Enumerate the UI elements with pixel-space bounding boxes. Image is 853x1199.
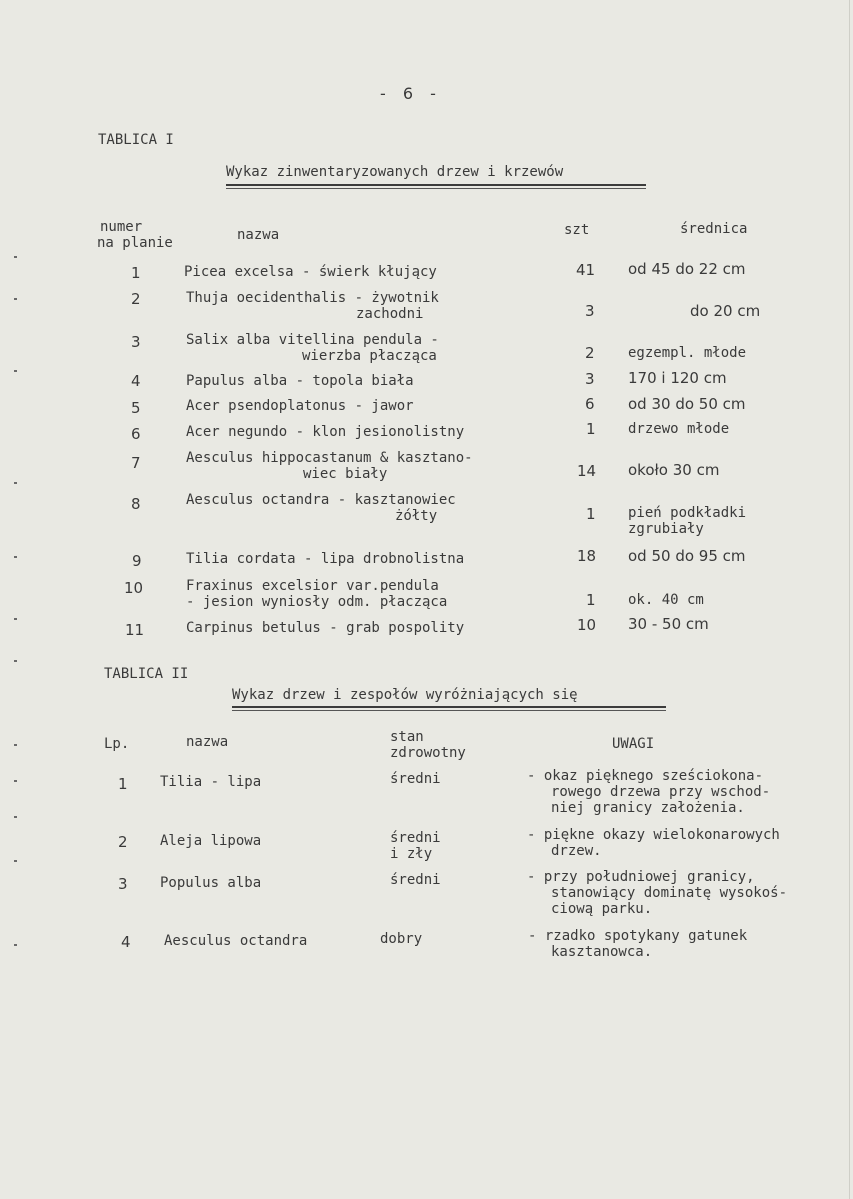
table1-row-number: 11	[125, 621, 145, 639]
table1-row-szt: 1	[586, 420, 596, 438]
table1-label: TABLICA I	[98, 132, 174, 148]
table2-row-uwagi: rowego drzewa przy wschod-	[551, 784, 771, 800]
table2-row-uwagi: niej granicy założenia.	[551, 800, 745, 816]
table1-row-number: 3	[131, 333, 141, 351]
table1-row-name: Carpinus betulus - grab pospolity	[186, 620, 465, 636]
table2-title-underline	[232, 706, 666, 708]
table1-header-nazwa: nazwa	[237, 227, 280, 243]
table1-row-name: Acer psendoplatonus - jawor	[186, 398, 414, 414]
table1-row-name: Papulus alba - topola biała	[186, 373, 414, 389]
table2-row-number: 2	[118, 833, 128, 851]
table1-row-name: żółty	[395, 508, 438, 524]
table1-row-name: Salix alba vitellina pendula -	[186, 332, 439, 348]
margin-mark	[14, 256, 17, 258]
table1-row-szt: 41	[576, 261, 596, 279]
table2-row-uwagi: - rzadko spotykany gatunek	[528, 928, 748, 944]
table2-row-uwagi: kasztanowca.	[551, 944, 653, 960]
table1-header-srednica: średnica	[680, 221, 748, 237]
table2-row-uwagi: stanowiący dominatę wysokoś-	[551, 885, 788, 901]
table1-row-szt: 18	[577, 547, 597, 565]
table2-title-underline	[232, 710, 666, 711]
table1-row-srednica: ok. 40 cm	[628, 592, 704, 608]
table1-title-underline	[226, 188, 646, 189]
table2-header-uwagi: UWAGI	[612, 736, 655, 752]
table2-row-name: Aleja lipowa	[160, 833, 262, 849]
table2-row-uwagi: drzew.	[551, 843, 602, 859]
table1-title: Wykaz zinwentaryzowanych drzew i krzewów	[226, 164, 564, 180]
margin-mark	[14, 816, 17, 818]
table2-header-stan: zdrowotny	[390, 745, 466, 761]
table2-row-number: 1	[118, 775, 128, 793]
margin-mark	[14, 860, 17, 862]
margin-mark	[14, 556, 17, 558]
table2-row-uwagi: - piękne okazy wielokonarowych	[527, 827, 780, 843]
table1-row-szt: 1	[586, 505, 596, 523]
table2-row-name: Populus alba	[160, 875, 262, 891]
margin-mark	[14, 482, 17, 484]
table2-header-nazwa: nazwa	[186, 734, 229, 750]
table2-row-number: 3	[118, 875, 128, 893]
table2-row-stan: średni	[390, 872, 441, 888]
table1-row-name: Acer negundo - klon jesionolistny	[186, 424, 465, 440]
margin-mark	[14, 618, 17, 620]
table1-row-name: Tilia cordata - lipa drobnolistna	[186, 551, 465, 567]
margin-mark	[14, 780, 17, 782]
table1-row-srednica: od 50 do 95 cm	[628, 547, 746, 565]
table1-row-number: 10	[124, 579, 144, 597]
table1-row-name: Thuja oecidenthalis - żywotnik	[186, 290, 439, 306]
table1-row-number: 1	[131, 264, 141, 282]
table1-row-srednica: 170 i 120 cm	[628, 369, 727, 387]
table2-row-stan: średni	[390, 771, 441, 787]
table2-row-number: 4	[121, 933, 131, 951]
table1-row-name: Aesculus octandra - kasztanowiec	[186, 492, 456, 508]
table1-row-srednica: od 30 do 50 cm	[628, 395, 746, 413]
table1-header-numer: numer	[100, 219, 143, 235]
table1-row-number: 2	[131, 290, 141, 308]
margin-mark	[14, 370, 17, 372]
table1-header-szt: szt	[564, 222, 590, 238]
table1-row-name: Picea excelsa - świerk kłujący	[184, 264, 437, 280]
table2-row-name: Aesculus octandra	[164, 933, 308, 949]
table2-header-lp: Lp.	[104, 736, 130, 752]
table1-title-underline	[226, 184, 646, 186]
table1-row-srednica: do 20 cm	[690, 302, 761, 320]
table1-row-srednica: od 45 do 22 cm	[628, 260, 746, 278]
table2-row-uwagi: ciową parku.	[551, 901, 653, 917]
table1-row-number: 4	[131, 372, 141, 390]
table1-row-szt: 10	[577, 616, 597, 634]
table2-row-uwagi: - przy południowej granicy,	[527, 869, 755, 885]
table1-row-srednica: zgrubiały	[628, 521, 704, 537]
page-number: - 6 -	[380, 84, 442, 103]
margin-mark	[14, 944, 17, 946]
table2-row-name: Tilia - lipa	[160, 774, 262, 790]
table1-row-number: 9	[132, 552, 142, 570]
table1-row-srednica: pień podkładki	[628, 505, 747, 521]
table1-row-number: 8	[131, 495, 141, 513]
table1-header-numer: na planie	[97, 235, 173, 251]
table2-row-stan: średni	[390, 830, 441, 846]
table2-label: TABLICA II	[104, 666, 189, 682]
table1-row-number: 6	[131, 425, 141, 443]
table1-row-srednica: egzempl. młode	[628, 345, 747, 361]
table1-row-szt: 14	[577, 462, 597, 480]
table1-row-szt: 6	[585, 395, 595, 413]
table2-row-stan: i zły	[390, 846, 433, 862]
table2-row-stan: dobry	[380, 931, 423, 947]
table1-row-srednica: 30 - 50 cm	[628, 615, 709, 633]
table2-row-uwagi: - okaz pięknego sześciokona-	[527, 768, 764, 784]
table1-row-name: zachodni	[356, 306, 424, 322]
table1-row-szt: 3	[585, 370, 595, 388]
table2-title: Wykaz drzew i zespołów wyróżniających się	[232, 687, 578, 703]
table1-row-name: - jesion wyniosły odm. płacząca	[186, 594, 448, 610]
margin-mark	[14, 744, 17, 746]
table1-row-srednica: drzewo młode	[628, 421, 730, 437]
table1-row-number: 7	[131, 454, 141, 472]
table1-row-name: wiec biały	[303, 466, 388, 482]
table1-row-number: 5	[131, 399, 141, 417]
margin-mark	[14, 298, 17, 300]
page-edge-shadow	[849, 0, 850, 1199]
table2-header-stan: stan	[390, 729, 424, 745]
table1-row-name: Aesculus hippocastanum & kasztano-	[186, 450, 473, 466]
table1-row-srednica: około 30 cm	[628, 461, 720, 479]
table1-row-szt: 3	[585, 302, 595, 320]
table1-row-szt: 1	[586, 591, 596, 609]
table1-row-szt: 2	[585, 344, 595, 362]
table1-row-name: Fraxinus excelsior var.pendula	[186, 578, 439, 594]
table1-row-name: wierzba płacząca	[302, 348, 437, 364]
margin-mark	[14, 660, 17, 662]
